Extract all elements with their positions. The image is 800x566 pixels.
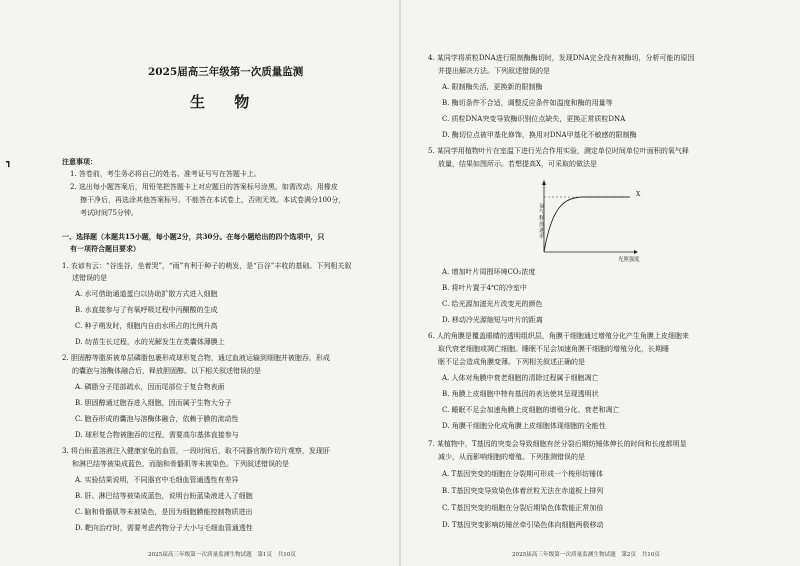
q4-option-c: C. 质粒DNA突变导致酶识别位点缺失，更换正常质粒DNA xyxy=(442,115,626,123)
q1-option-d: D. 幼苗生长过程，水的光解发生在类囊体薄膜上 xyxy=(75,338,225,346)
q7-option-a: A. T基因突变的细胞在分裂期可形成一个梭形纺锤体 xyxy=(442,470,604,478)
q6-option-b: B. 角膜上皮细胞中特有基因的表达使其呈现透明状 xyxy=(442,390,599,398)
q5-stem: 放量，结果如图所示。若想提高X，可采取的做法是 xyxy=(438,160,597,168)
q6-option-a: A. 人体对角膜中衰老细胞的清除过程属于细胞凋亡 xyxy=(442,374,599,382)
q5-figure xyxy=(530,178,640,268)
q5-option-d: D. 移动冷光源缩短与叶片的距离 xyxy=(442,316,543,324)
q1-option-a: A. 水可借助通道蛋白以协助扩散方式进入细胞 xyxy=(75,290,218,298)
q2-option-b: B. 胆固醇通过胞吞进入细胞，因而属于生物大分子 xyxy=(75,399,232,407)
y-axis-arrow xyxy=(542,180,546,185)
q1-option-c: C. 种子萌发时，细胞内自由水所占的比例升高 xyxy=(75,322,218,330)
q2-option-c: C. 胞吞形成的囊泡与溶酶体融合，依赖于膜的流动性 xyxy=(75,415,239,423)
q1-option-b: B. 水直接参与了有氧呼吸过程中丙酮酸的生成 xyxy=(75,306,218,314)
notice-heading: 注意事项： xyxy=(62,157,97,166)
q3-stem: 3. 将台盼蓝溶液注入健康家兔的血管，一段时间后，取不同器官制作切片观察，发现肝 xyxy=(62,447,330,455)
q7-stem: 7. 某植物中，T基因的突变会导致细胞有丝分裂后期纺锤体伸长的时间和长度都明显 xyxy=(428,440,687,448)
response-curve xyxy=(544,197,630,252)
q7-option-c: C. T基因突变的细胞在分裂后期染色体数能正常加倍 xyxy=(442,504,604,512)
q3-option-d: D. 靶向治疗时，需要考虑药物分子大小与毛细血管通透性 xyxy=(75,524,253,532)
q5-ylabel: 氧气释放速率 xyxy=(539,204,545,240)
q3-option-a: A. 实验结果说明，不同器官中毛细血管通透性有差异 xyxy=(75,476,239,484)
notice-line: 擦干净后，再选涂其他答案标号。不能答在本试卷上，否则无效。本试卷满分100分， xyxy=(80,196,346,204)
q3-option-c: C. 脑和骨骼肌等未被染色，是因为细胞膜能控制物质进出 xyxy=(75,508,253,516)
q6-option-d: D. 角膜干细胞分化成角膜上皮细胞体现细胞的全能性 xyxy=(442,422,606,430)
x-axis-arrow xyxy=(634,250,638,254)
q5-option-b: B. 将叶片置于4℃的冷室中 xyxy=(442,284,527,292)
page-footer: 2025届高三年级第一次质量监测生物试题 第1页 共10页 xyxy=(148,552,296,558)
q3-stem: 和淋巴结等被染成蓝色，而脑和骨骼肌等未被染色。下列叙述错误的是 xyxy=(72,460,289,468)
q6-stem: 取代衰老细胞或凋亡细胞。睡眠不足会加速角膜干细胞的增殖分化，长期睡 xyxy=(438,345,669,353)
exam-title: 2025届高三年级第一次质量监测 xyxy=(148,66,304,78)
notice-line: 1. 答卷前，考生务必将自己的姓名、准考证号写在答题卡上。 xyxy=(70,170,261,178)
page-footer: 2025届高三年级第一次质量监测生物试题 第2页 共10页 xyxy=(512,552,660,558)
page-right xyxy=(400,0,800,566)
notice-line: 2. 选出每小题答案后，用铅笔把答题卡上对应题目的答案标号涂黑。如需改动，用橡皮 xyxy=(70,183,338,191)
q7-option-d: D. T基因突变影响纺锤丝牵引染色体向细胞两极移动 xyxy=(442,521,604,529)
subject-title: 生 物 xyxy=(190,93,262,111)
q4-stem: 4. 某同学将质粒DNA进行限制酶酶切时，发现DNA完全没有被酶切，分析可能的原因 xyxy=(428,54,695,62)
q1-stem: 1. 农谚有云：“谷连谷，坐着哭”，“雨”有利于种子的萌发，是“百谷”丰收的基础。下列相关叙 xyxy=(62,262,352,270)
q5-stem: 5. 某同学用植物叶片在室温下进行光合作用实验，测定单位时间单位叶面积的氧气释 xyxy=(428,147,689,155)
side-mark: ┓ xyxy=(6,158,12,168)
q3-option-b: B. 肝、淋巴结等被染成蓝色，说明台盼蓝染液进入了细胞 xyxy=(75,492,253,500)
q2-stem: 的囊泡与溶酶体融合后，释放胆固醇。以下相关叙述错误的是 xyxy=(72,367,261,375)
q6-stem: 6. 人的角膜是覆盖眼睛的透明组织层，角膜干细胞通过增殖分化产生角膜上皮细胞来 xyxy=(428,332,689,340)
q5-xlabel: 光照强度 xyxy=(618,257,640,263)
q5-x-marker: X xyxy=(636,191,641,198)
q4-option-d: D. 酶切位点被甲基化修饰，换用对DNA甲基化不敏感的限制酶 xyxy=(442,131,637,139)
q4-stem: 并提出解决方法。下列叙述错误的是 xyxy=(438,67,550,75)
q2-option-d: D. 球形复合物被胞吞的过程，需要高尔基体直接参与 xyxy=(75,431,239,439)
q7-option-b: B. T基因突变导致染色体着丝粒无法在赤道板上排列 xyxy=(442,487,604,495)
q7-stem: 减少，从而影响细胞的增殖。下列推测错误的是 xyxy=(438,453,585,461)
q6-stem: 眠不足会造成角膜变薄。下列相关叙述正确的是 xyxy=(438,358,585,366)
q4-option-b: B. 酶切条件不合适，调整反应条件如温度和酶的用量等 xyxy=(442,99,613,107)
q1-stem: 述错误的是 xyxy=(72,274,107,282)
q6-option-c: C. 睡眠不足会加速角膜上皮细胞的增殖分化、衰老和凋亡 xyxy=(442,406,620,414)
q5-option-c: C. 给光源加滤光片改变光的颜色 xyxy=(442,300,543,308)
q5-option-a: A. 增加叶片周围环境CO₂浓度 xyxy=(442,268,536,276)
section-heading: 一、选择题（本题共15小题，每小题2分，共30分。在每小题给出的四个选项中，只 xyxy=(62,232,325,241)
q4-option-a: A. 限制酶失活，更换新的限制酶 xyxy=(442,83,543,91)
section-heading: 有一项符合题目要求） xyxy=(70,244,140,253)
q2-stem: 2. 胆固醇等脂质被单层磷脂包裹形成球形复合物，通过血液运输到细胞并被胞吞，形成 xyxy=(62,354,330,362)
notice-line: 考试时间75分钟。 xyxy=(80,209,138,217)
q2-option-a: A. 磷脂分子尾部疏水，因而尾部位于复合物表面 xyxy=(75,383,225,391)
